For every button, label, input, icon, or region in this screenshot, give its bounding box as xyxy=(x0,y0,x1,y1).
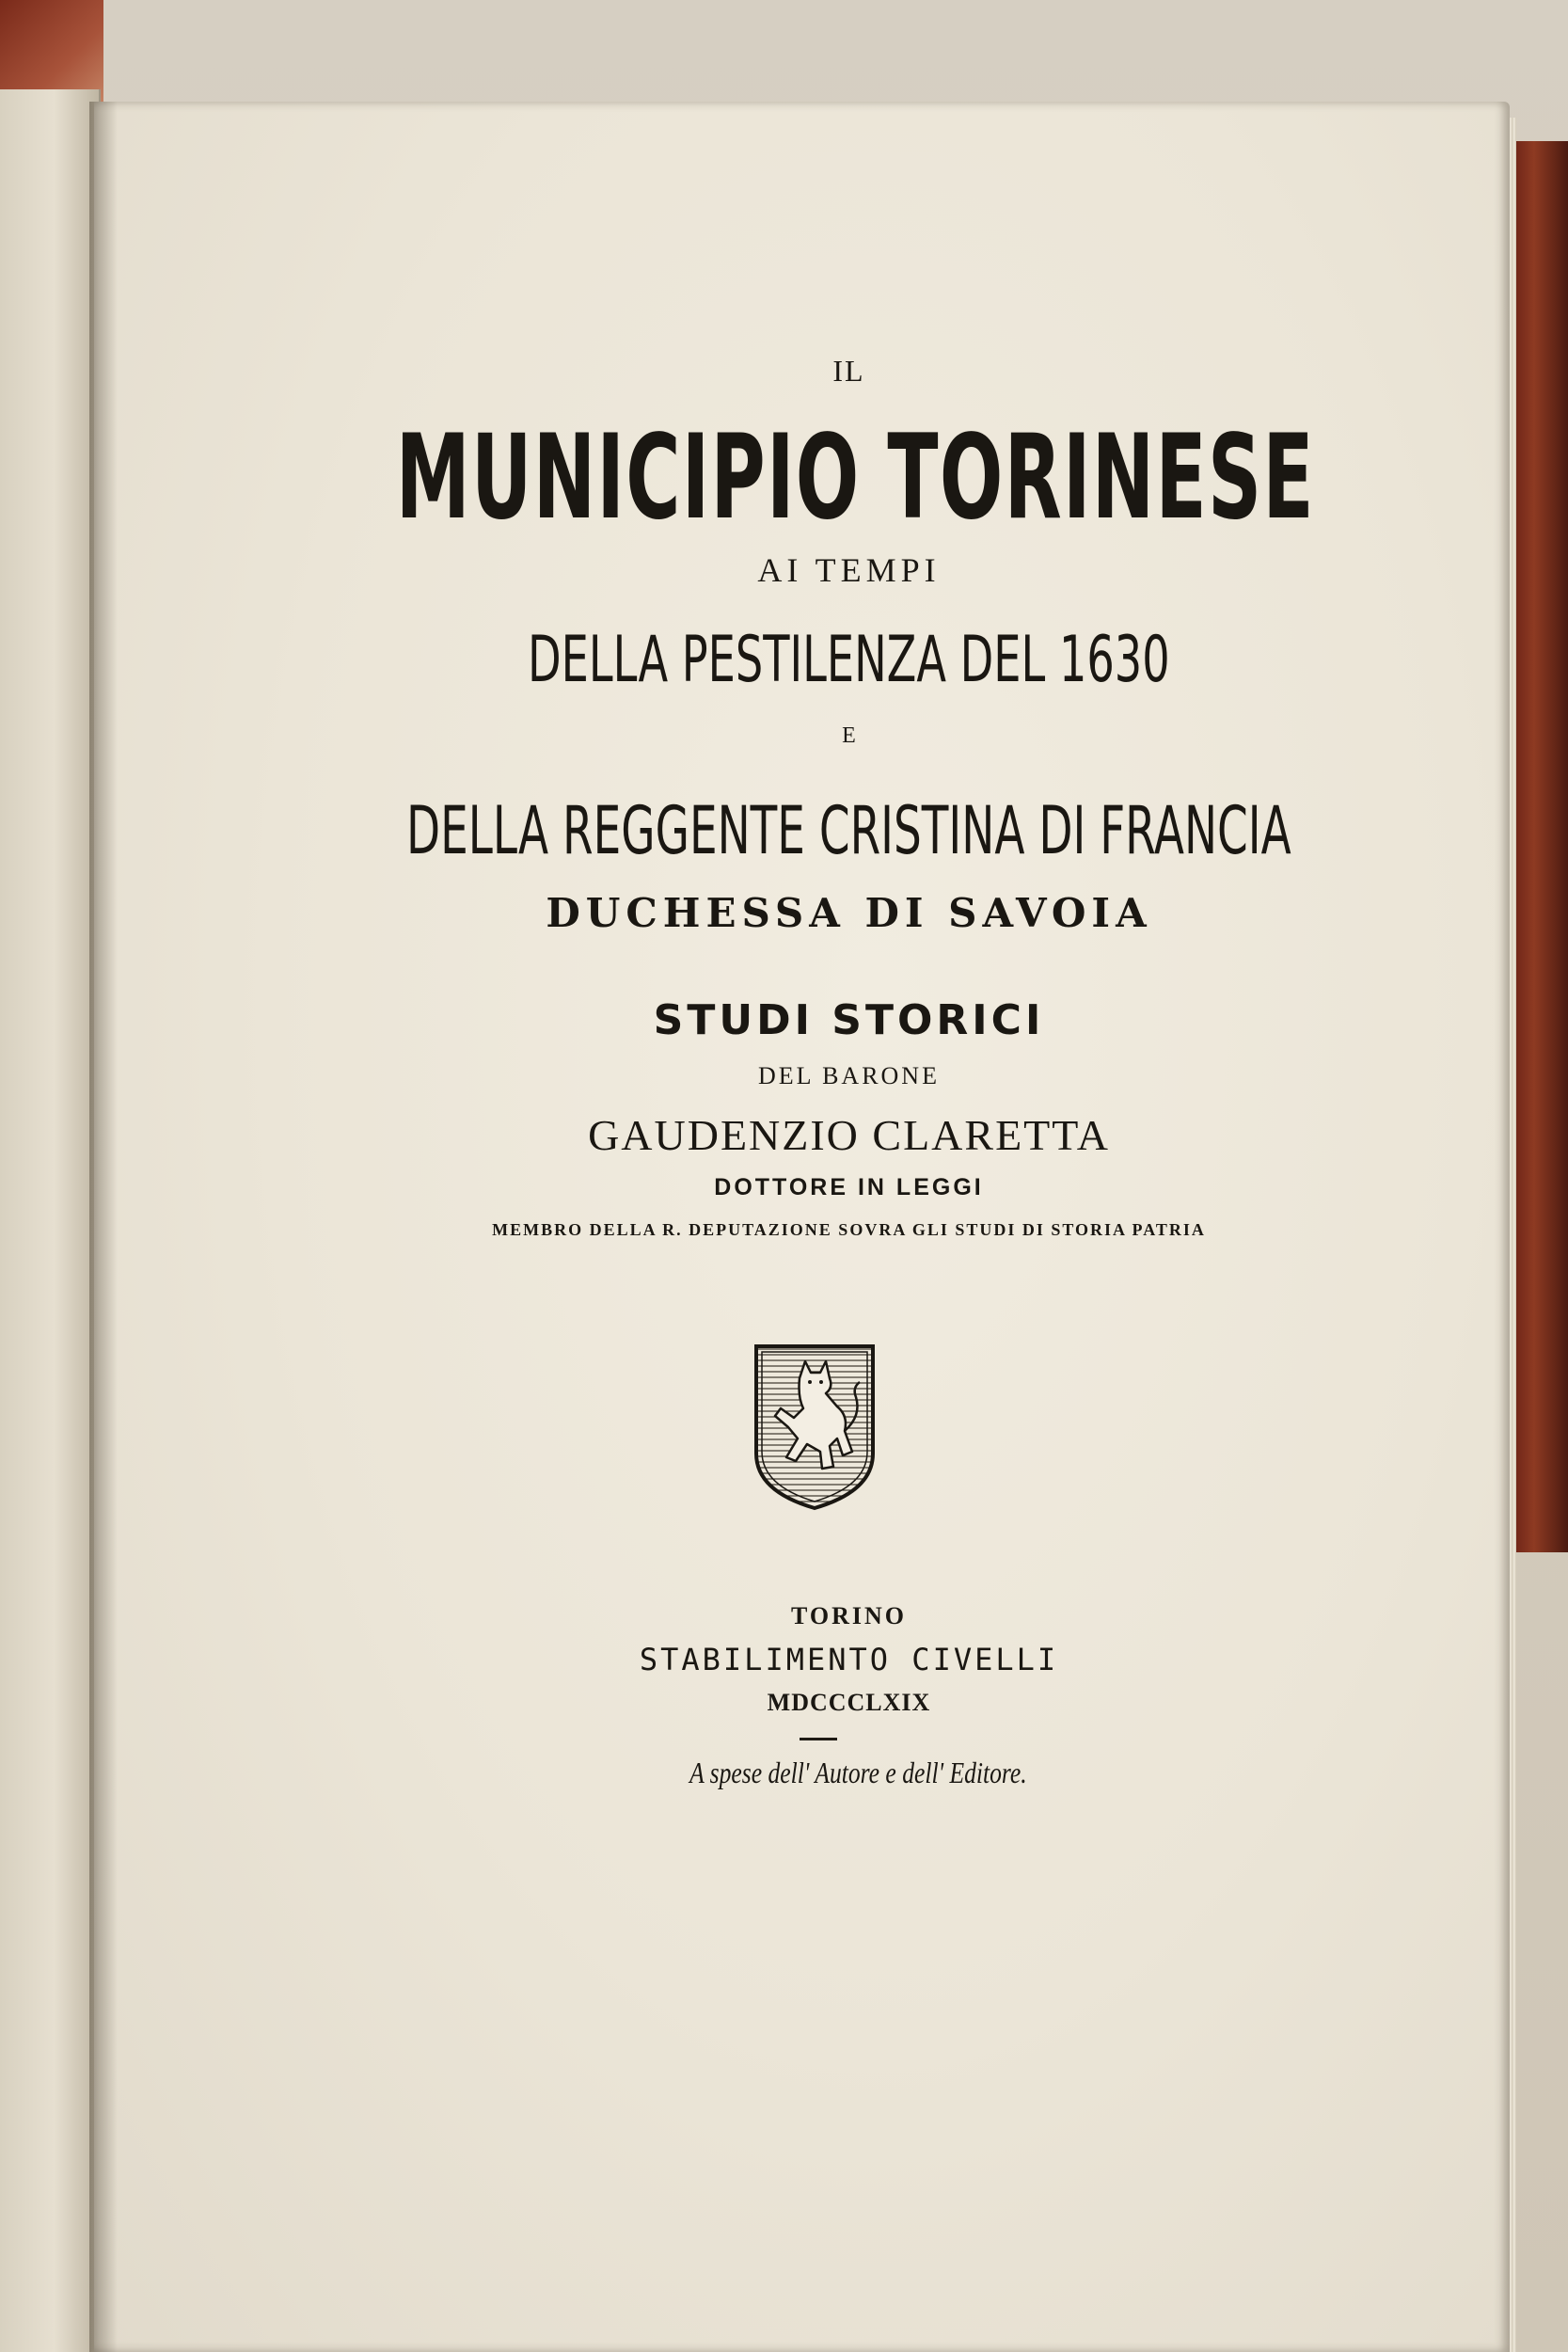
imprint-year: MDCCCLXIX xyxy=(767,1689,931,1716)
by-line: DEL BARONE xyxy=(758,1062,940,1089)
title-article: IL xyxy=(832,354,865,388)
author-name: GAUDENZIO CLARETTA xyxy=(588,1111,1110,1159)
author-degree: DOTTORE IN LEGGI xyxy=(714,1174,984,1200)
imprint-publisher: STABILIMENTO CIVELLI xyxy=(639,1642,1059,1677)
main-title: MUNICIPIO TORINESE xyxy=(395,410,1315,546)
turin-bull-crest-icon xyxy=(751,1341,879,1512)
subtitle-ai-tempi: AI TEMPI xyxy=(757,551,941,589)
imprint-rule xyxy=(800,1738,837,1740)
expense-note: A spese dell' Autore e dell' Editore. xyxy=(689,1756,1027,1789)
book-cover-edge xyxy=(1512,141,1568,1552)
subtitle-reggente: DELLA REGGENTE CRISTINA DI FRANCIA xyxy=(405,792,1291,869)
subtitle-conjunction: E xyxy=(842,723,856,748)
author-membership: MEMBRO DELLA R. DEPUTAZIONE SOVRA GLI STUDI DI STORIA PATRIA xyxy=(492,1220,1206,1239)
left-page-edge xyxy=(0,89,101,2352)
subtitle-pestilenza: DELLA PESTILENZA DEL 1630 xyxy=(528,623,1170,697)
imprint-place: TORINO xyxy=(791,1602,907,1629)
genre-heading: STUDI STORICI xyxy=(653,996,1045,1044)
subtitle-duchessa: DUCHESSA DI SAVOIA xyxy=(546,890,1152,936)
